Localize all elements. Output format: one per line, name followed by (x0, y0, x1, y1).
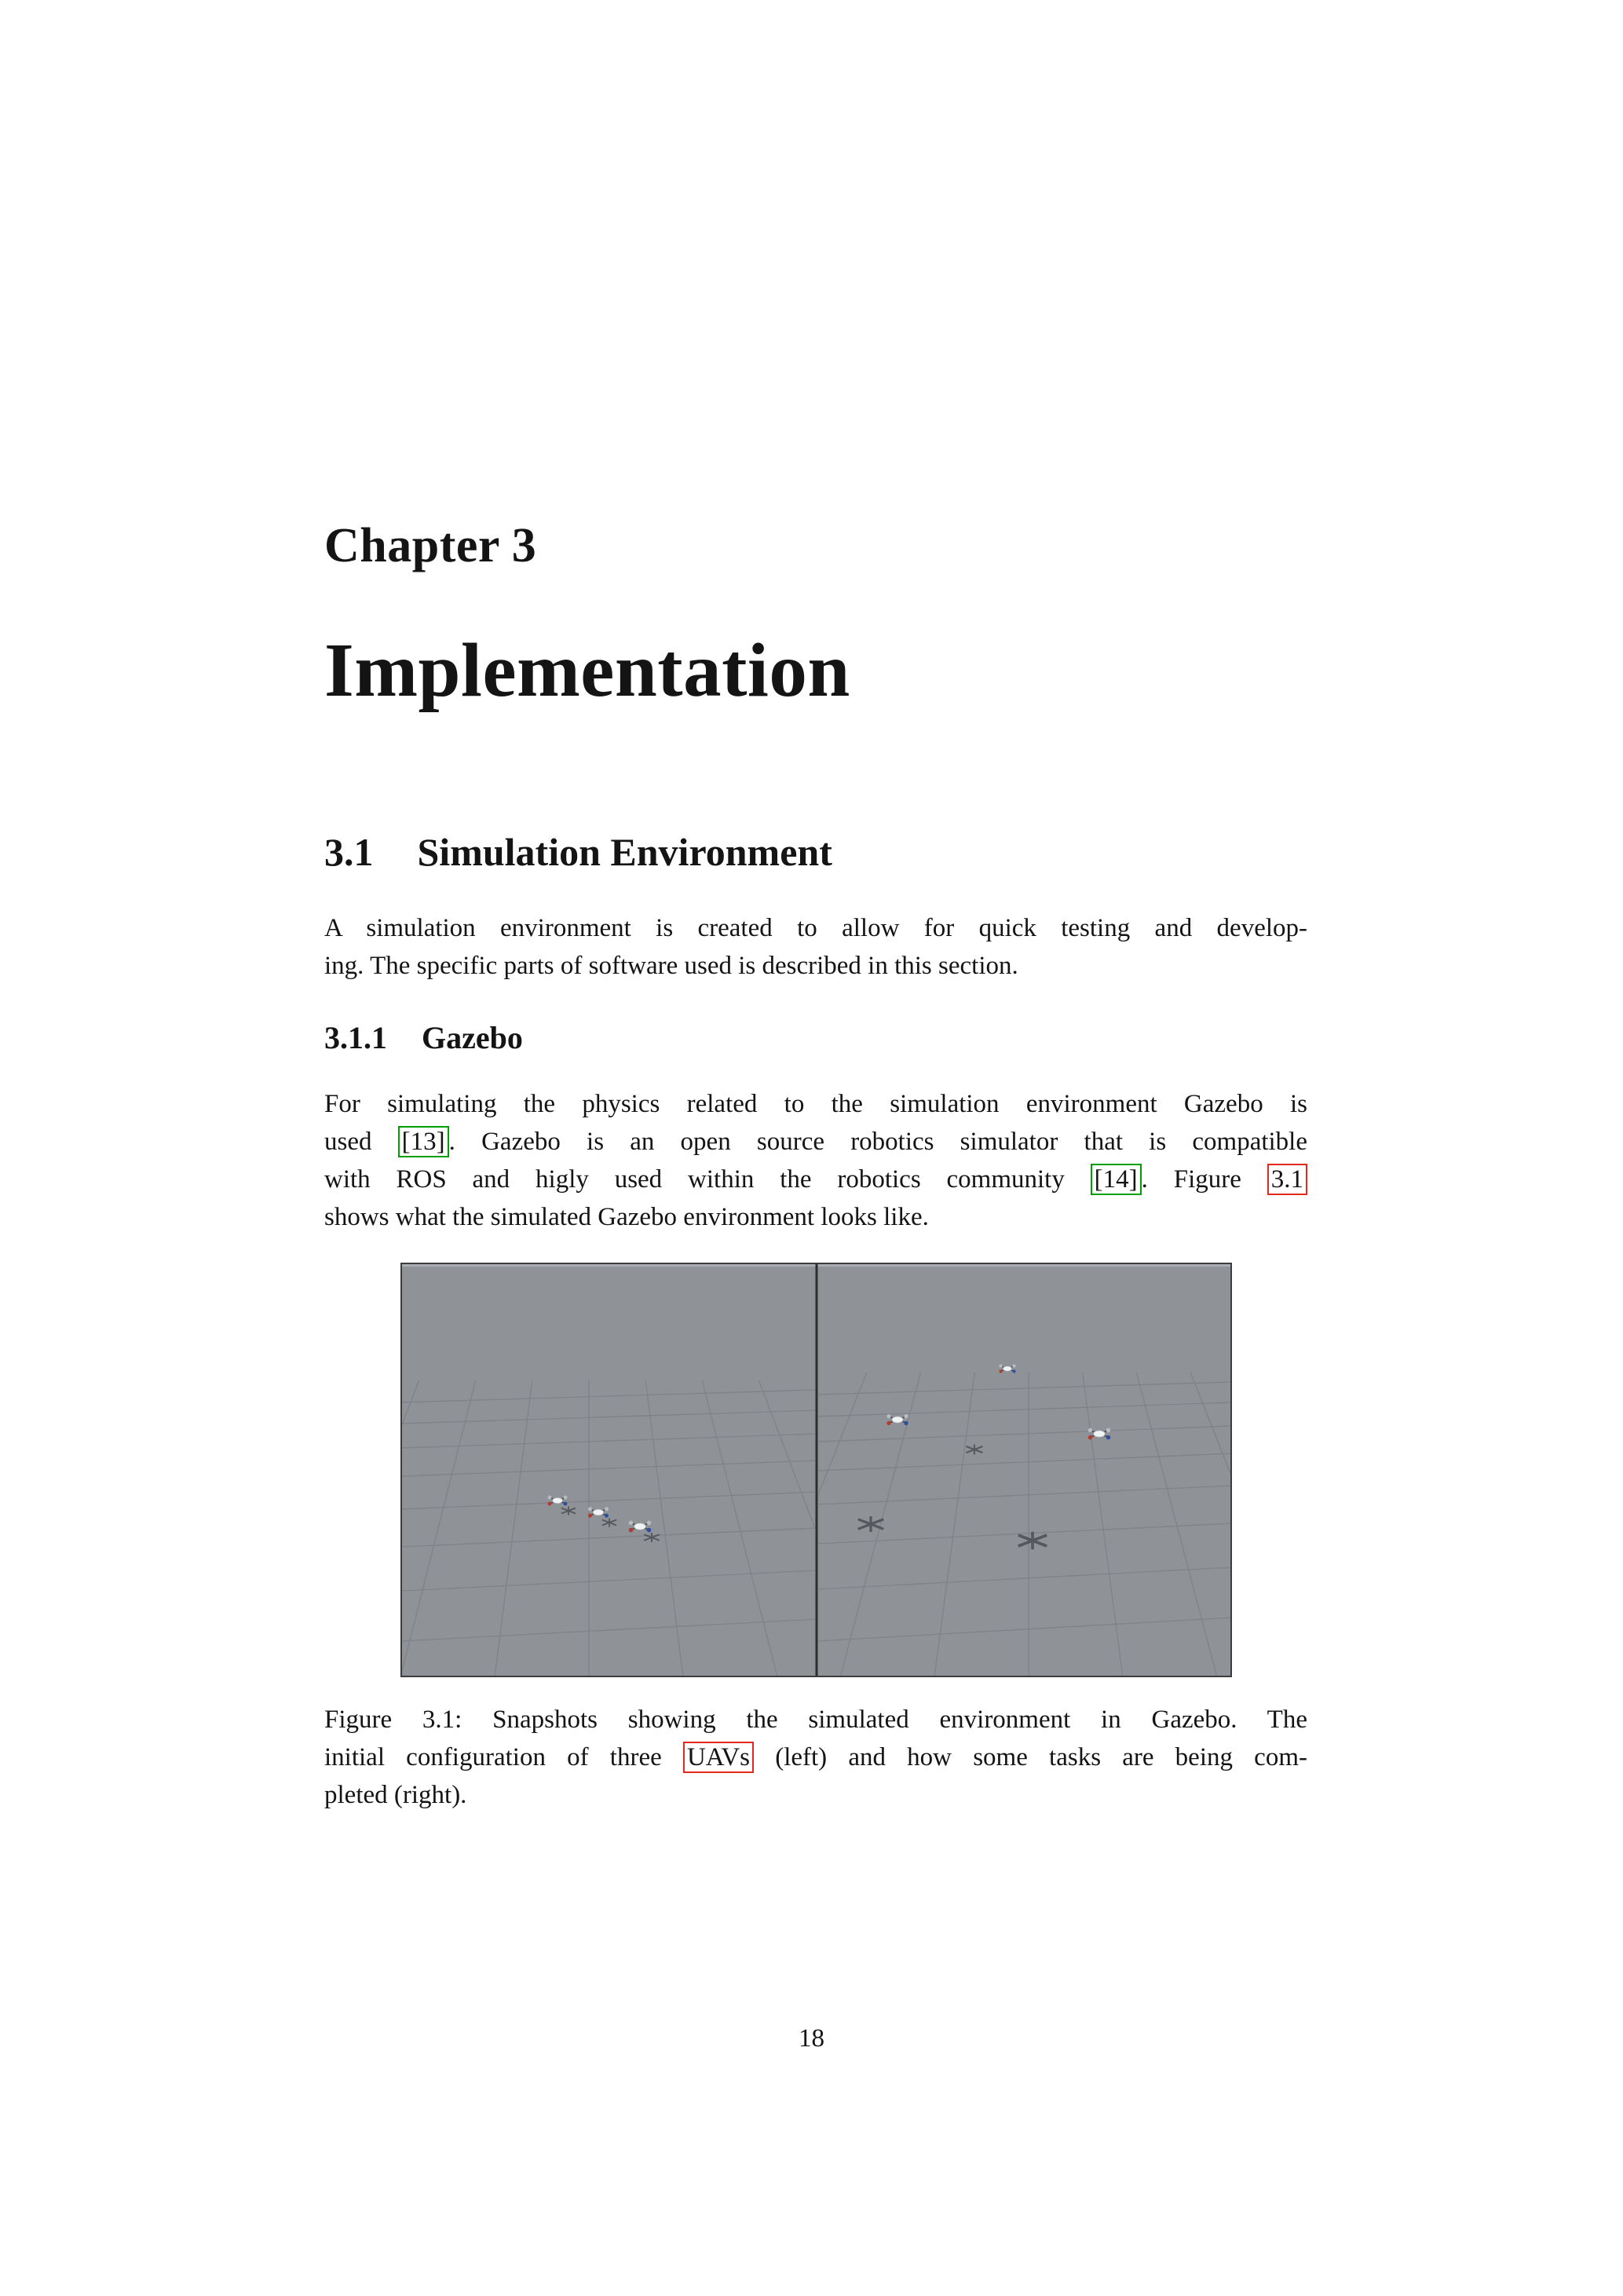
paragraph-line (324, 1123, 1307, 1161)
subsection-title: Gazebo (422, 1020, 523, 1055)
intro-paragraph (324, 909, 1307, 985)
figure-3-1 (400, 1263, 1232, 1677)
section-number: 3.1 (324, 830, 374, 874)
page-number: 18 (799, 2024, 824, 2053)
paragraph-text: with ROS and higly used within the robotics community (324, 1165, 1091, 1194)
figure-ref-link[interactable]: 3.1 (1267, 1164, 1307, 1195)
paragraph-text: . Figure (1141, 1165, 1267, 1194)
gazebo-paragraph (324, 1085, 1307, 1236)
section-heading (324, 829, 832, 875)
caption-text: initial configuration of three (324, 1743, 683, 1771)
chapter-title: Implementation (324, 628, 850, 712)
paragraph-line: shows what the simulated Gazebo environment looks like. (324, 1203, 929, 1231)
subsection-number: 3.1.1 (324, 1020, 387, 1055)
gazebo-screenshots-image (400, 1263, 1232, 1677)
citation-link-14[interactable]: [14] (1091, 1164, 1142, 1195)
paragraph-line (324, 1161, 1307, 1198)
subsection-heading (324, 1019, 523, 1056)
caption-line: pleted (right). (324, 1781, 467, 1809)
caption-line: Figure 3.1: Snapshots showing the simulated environment in Gazebo. The (324, 1706, 1307, 1734)
paragraph-text: . Gazebo is an open source robotics simulator that is compatible (448, 1128, 1307, 1156)
acronym-link-uavs[interactable]: UAVs (683, 1742, 754, 1773)
paragraph-text: used (324, 1128, 398, 1156)
caption-text: (left) and how some tasks are being com- (754, 1743, 1307, 1771)
paragraph-line: ing. The specific parts of software used is described in this section. (324, 952, 1018, 980)
figure-caption (324, 1701, 1307, 1814)
paragraph-line: A simulation environment is created to allow for quick testing and develop- (324, 914, 1307, 942)
chapter-label: Chapter 3 (324, 519, 537, 572)
section-title: Simulation Environment (417, 830, 832, 874)
caption-line (324, 1738, 1307, 1776)
paragraph-line: For simulating the physics related to the simulation environment Gazebo is (324, 1090, 1307, 1118)
citation-link-13[interactable]: [13] (398, 1126, 449, 1157)
